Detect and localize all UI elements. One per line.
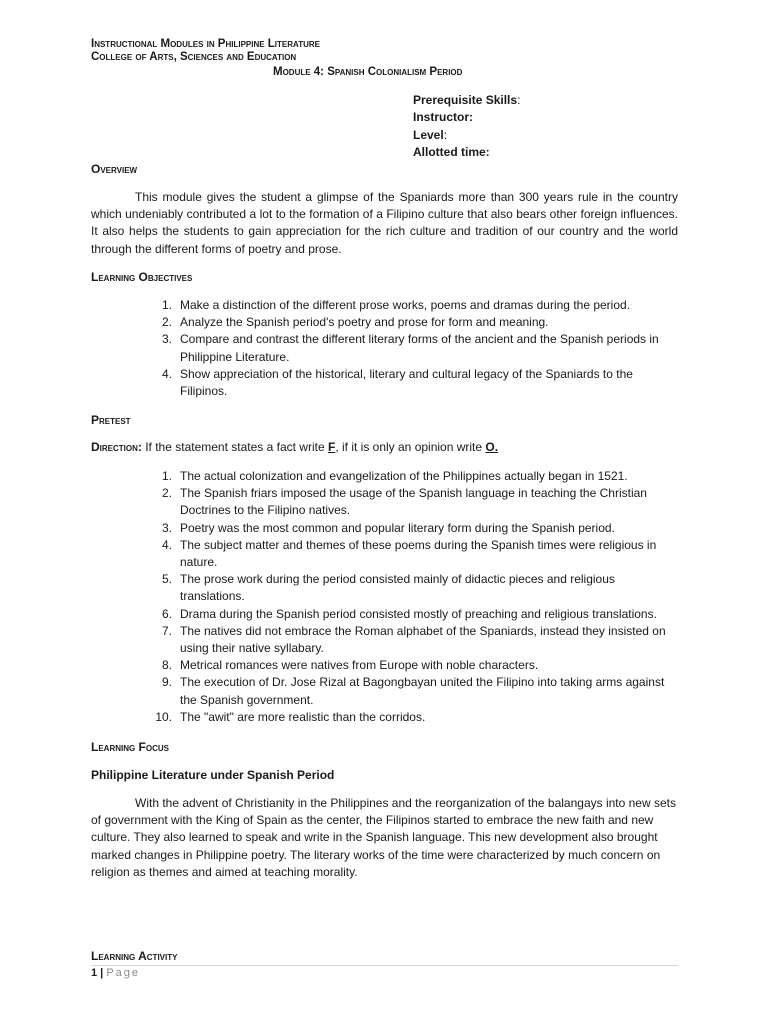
colon: :	[443, 127, 448, 142]
direction-text-1: If the statement states a fact write	[141, 440, 328, 454]
list-item-text: The "awit" are more realistic than the corridos.	[180, 709, 426, 724]
pretest-item	[152, 674, 678, 708]
list-item-number: 4.	[161, 537, 172, 552]
focus-paragraph: With the advent of Christianity in the Philippines and the reorganization of the balangays into new sets of government with the King of Spain as the center, the Filipinos started to embrace the new faith and new culture. They also learned to speak and write in the Spanish language. This new development also brought marked changes in Philippine poetry. The literary works of the time were characterized by much concern on religion as themes and aimed at teaching morality.	[91, 796, 676, 879]
list-item-text: The Spanish friars imposed the usage of the Spanish language in teaching the Christian Doctrines to the Filipino natives.	[180, 486, 647, 518]
module-info-block	[413, 92, 520, 161]
direction-label: Direction:	[91, 440, 142, 454]
pretest-item	[152, 623, 678, 657]
list-item-text: The subject matter and themes of these poems during the Spanish times were religious in nature.	[180, 537, 657, 570]
focus-subheading: Philippine Literature under Spanish Period	[91, 768, 335, 782]
list-item-text: Show appreciation of the historical, literary and cultural legacy of the Spaniards to the Filipinos.	[180, 366, 633, 399]
fact-letter: F	[327, 440, 336, 454]
list-item-number: 3.	[161, 520, 172, 535]
list-item-number: 9.	[161, 675, 172, 690]
learning-objectives-heading: Learning Objectives	[91, 270, 193, 284]
page-number: 1	[91, 967, 98, 979]
pretest-item	[152, 606, 678, 623]
pretest-item	[152, 485, 678, 519]
opinion-letter: O.	[485, 440, 499, 454]
objective-item	[152, 314, 678, 331]
level-label: Level	[413, 127, 444, 142]
pretest-heading: Pretest	[91, 413, 131, 427]
objective-item	[152, 297, 678, 314]
overview-paragraph: This module gives the student a glimpse of the Spaniards more than 300 years rule in the country which undeniably contributed a lot to the formation of a Filipino culture that also bears other foreign influences. It also helps the students to gain appreciation for the rich culture and tradition of our country and the world through the different forms of poetry and prose.	[91, 190, 678, 256]
list-item-text: Compare and contrast the different literary forms of the ancient and the Spanish periods in Philippine Literature.	[180, 332, 659, 364]
list-item-number: 7.	[161, 623, 172, 638]
page-separator: |	[97, 967, 107, 979]
prerequisite-skills-label: Prerequisite Skills	[413, 93, 518, 107]
pretest-item	[152, 468, 678, 485]
list-item-text: The natives did not embrace the Roman alphabet of the Spaniards, instead they insisted on using their native syllabary.	[180, 623, 666, 656]
instructor-label: Instructor:	[413, 110, 473, 125]
list-item-number: 2.	[161, 315, 172, 330]
page-footer	[91, 967, 140, 979]
page-label: Page	[106, 967, 141, 979]
college-name: College of Arts, Sciences and Education	[91, 51, 297, 63]
prerequisite-skills-row	[413, 92, 520, 109]
objective-item	[152, 331, 678, 365]
list-item-number: 6.	[161, 606, 172, 621]
direction-text-2: , if it is only an opinion write	[335, 440, 486, 454]
pretest-item	[152, 520, 678, 537]
colon: :	[517, 93, 521, 107]
module-series-title: Instructional Modules in Philippine Literature	[91, 38, 320, 50]
list-item-number: 3.	[161, 332, 172, 347]
pretest-item	[152, 537, 678, 571]
objectives-list	[152, 297, 678, 400]
list-item-text: The actual colonization and evangelization of the Philippines actually began in 1521.	[180, 469, 628, 483]
list-item-number: 5.	[161, 572, 172, 587]
list-item-text: Metrical romances were natives from Europe with noble characters.	[180, 658, 539, 673]
pretest-direction	[91, 440, 498, 454]
learning-focus-heading: Learning Focus	[91, 740, 169, 754]
pretest-items-list	[152, 468, 678, 726]
list-item-number: 1.	[161, 469, 172, 483]
list-item-text: Make a distinction of the different prose works, poems and dramas during the period.	[180, 298, 631, 312]
list-item-number: 1.	[161, 298, 172, 312]
pretest-item	[152, 709, 678, 726]
module-title: Module 4: Spanish Colonialism Period	[273, 66, 463, 78]
objective-item	[152, 366, 678, 400]
list-item-text: Drama during the Spanish period consisted mostly of preaching and religious translations.	[180, 606, 657, 621]
list-item-number: 8.	[161, 658, 172, 673]
learning-activity-heading: Learning Activity	[91, 949, 178, 963]
overview-heading: Overview	[91, 162, 138, 176]
list-item-text: Analyze the Spanish period's poetry and prose for form and meaning.	[180, 315, 549, 330]
list-item-text: The execution of Dr. Jose Rizal at Bagongbayan united the Filipino into taking arms against the Spanish government.	[180, 675, 665, 707]
pretest-item	[152, 657, 678, 674]
list-item-text: Poetry was the most common and popular literary form during the Spanish period.	[180, 520, 615, 535]
list-item-number: 2.	[161, 486, 172, 501]
list-item-number: 10.	[155, 709, 172, 724]
pretest-item	[152, 571, 678, 605]
footer-divider	[91, 965, 678, 966]
list-item-text: The prose work during the period consisted mainly of didactic pieces and religious translations.	[180, 572, 615, 604]
list-item-number: 4.	[161, 366, 172, 381]
level-row	[413, 127, 520, 144]
allotted-time-label: Allotted time:	[413, 144, 490, 159]
